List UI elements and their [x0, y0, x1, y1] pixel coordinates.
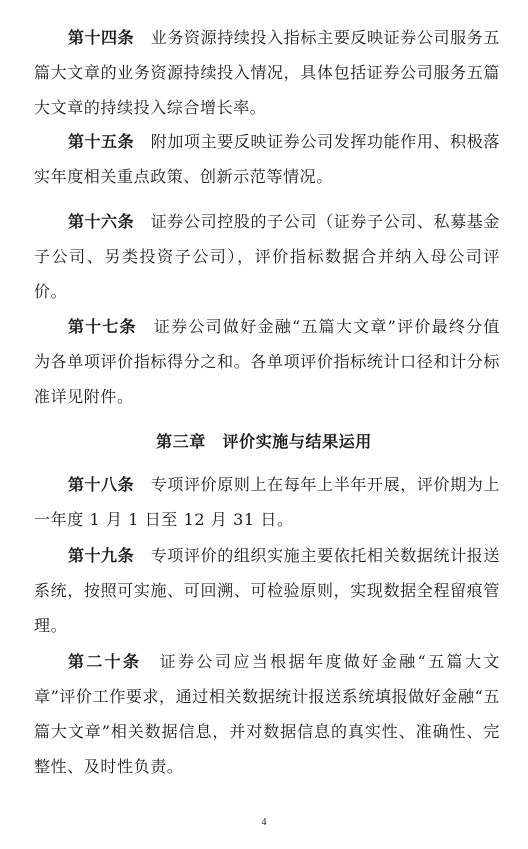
article-number: 第二十条	[68, 652, 142, 671]
page-number: 4	[261, 817, 267, 828]
article-text: 专项评价原则上在每年上半年开展，评价期为上一年度 1 月 1 日至 12 月 31 日。	[34, 475, 500, 529]
article-number: 第十九条	[68, 546, 135, 565]
article-text: 业务资源持续投入指标主要反映证券公司服务五篇大文章的业务资源持续投入情况，具体包括证券公司服务五篇大文章的持续投入综合增长率。	[34, 28, 500, 117]
article-text: 证券公司做好金融“五篇大文章”评价最终分值为各单项评价指标得分之和。各单项评价指标统计口径和计分标准详见附件。	[34, 317, 500, 406]
article-number: 第十四条	[68, 28, 135, 47]
article-number: 第十八条	[68, 475, 135, 494]
article-14	[34, 20, 500, 125]
article-text: 附加项主要反映证券公司发挥功能作用、积极落实年度相关重点政策、创新示范等情况。	[34, 132, 500, 186]
article-20	[34, 644, 500, 784]
article-17	[34, 309, 500, 414]
article-15	[34, 124, 500, 194]
article-text: 专项评价的组织实施主要依托相关数据统计报送系统，按照可实施、可回溯、可检验原则，实现数据全程留痕管理。	[34, 546, 500, 635]
article-number: 第十六条	[68, 212, 135, 231]
article-16	[34, 204, 500, 309]
article-19	[34, 538, 500, 643]
article-number: 第十七条	[68, 317, 137, 336]
article-number: 第十五条	[68, 132, 135, 151]
chapter-heading: 第三章 评价实施与结果运用	[156, 432, 372, 451]
article-text: 证券公司控股的子公司（证券子公司、私募基金子公司、另类投资子公司），评价指标数据合并纳入母公司评价。	[34, 212, 500, 301]
article-18	[34, 467, 500, 537]
article-text: 证券公司应当根据年度做好金融“五篇大文章”评价工作要求，通过相关数据统计报送系统填报做好金融“五篇大文章”相关数据信息，并对数据信息的真实性、准确性、完整性、及时性负责。	[34, 652, 500, 776]
